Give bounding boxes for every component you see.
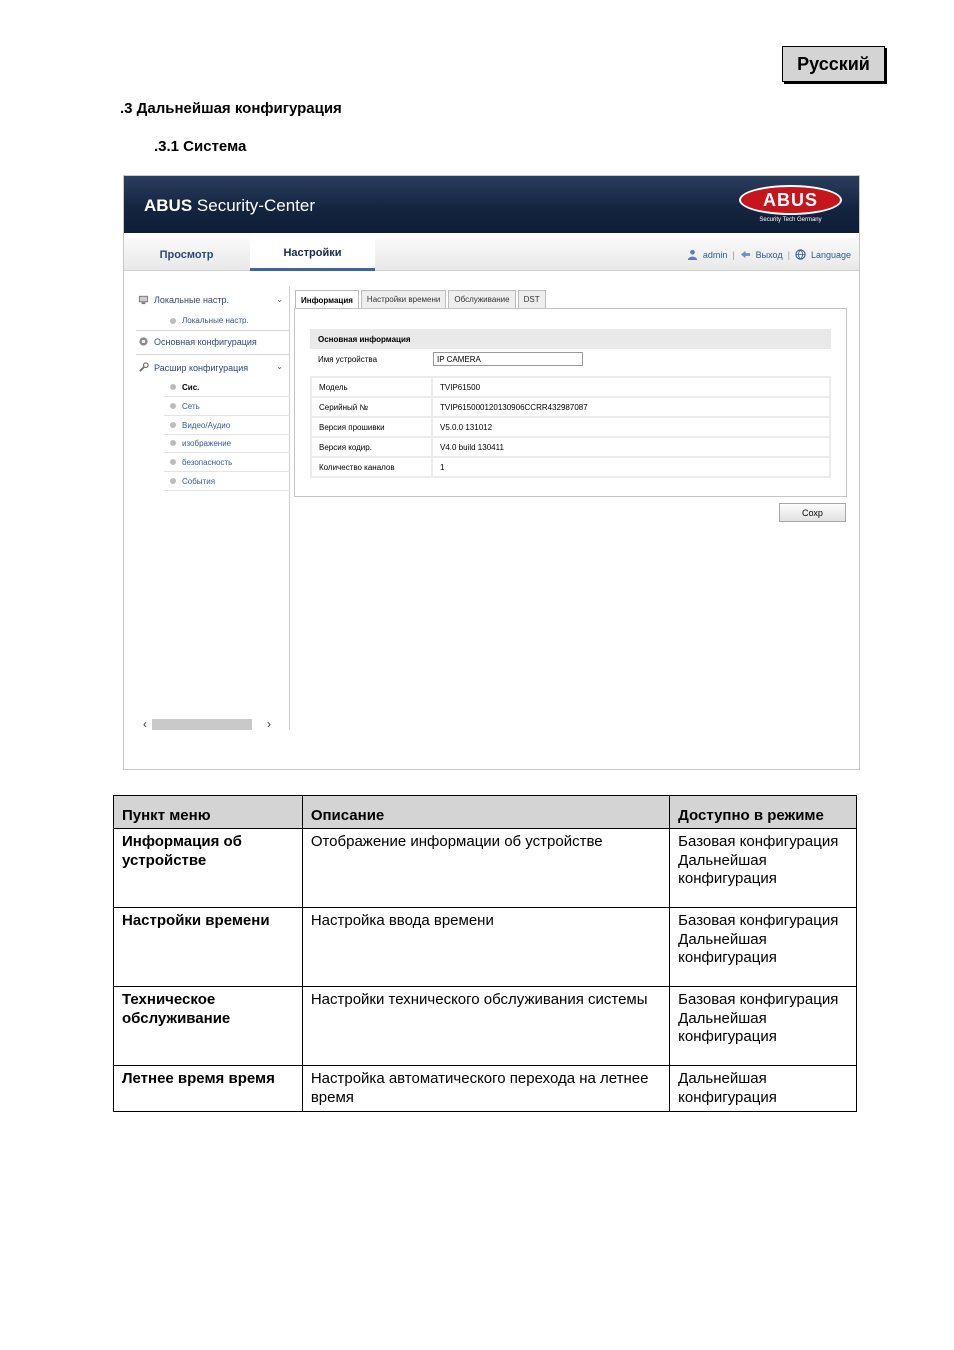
chevron-down-icon[interactable]: ⌄ — [276, 362, 283, 371]
bullet-icon — [170, 422, 176, 428]
table-header-row — [114, 796, 857, 829]
column-header: Пункт меню — [114, 796, 303, 829]
top-nav — [124, 238, 859, 271]
device-name-label: Имя устройства — [318, 355, 378, 364]
table-row — [114, 829, 857, 908]
gear-icon — [138, 336, 149, 347]
sidebar-item-image[interactable]: изображение — [164, 434, 290, 453]
scroll-thumb[interactable] — [152, 719, 252, 730]
tab-maintenance[interactable]: Обслуживание — [448, 290, 515, 308]
modes-cell: Базовая конфигурация Дальнейшая конфигурация — [670, 908, 857, 987]
app-title: ABUS Security-Center — [144, 196, 315, 215]
monitor-icon — [138, 294, 149, 305]
info-value: V5.0.0 131012 — [432, 417, 830, 437]
info-panel — [294, 308, 847, 497]
user-name[interactable]: admin — [702, 249, 728, 260]
nav-divider: | — [787, 249, 790, 260]
tab-time-settings[interactable]: Настройки времени — [361, 290, 446, 308]
bullet-icon — [170, 459, 176, 465]
menu-item-cell: Летнее время время — [114, 1066, 303, 1112]
subsection-heading: .3.1 Система — [154, 138, 247, 155]
description-cell: Настройка автоматического перехода на летнее время — [302, 1066, 669, 1112]
sidebar-group-basic[interactable]: Основная конфигурация — [138, 336, 257, 347]
description-cell: Настройки технического обслуживания системы — [302, 987, 669, 1066]
info-value: V4.0 build 130411 — [432, 437, 830, 457]
settings-sidebar — [136, 286, 290, 730]
nav-divider: | — [732, 249, 735, 260]
sidebar-group-local[interactable]: Локальные настр. — [138, 294, 229, 305]
language-badge: Русский — [782, 46, 885, 82]
tab-dst[interactable]: DST — [518, 290, 546, 308]
table-row — [114, 987, 857, 1066]
save-button[interactable]: Сохр — [779, 503, 846, 522]
info-value: 1 — [432, 457, 830, 477]
modes-cell: Базовая конфигурация Дальнейшая конфигурация — [670, 987, 857, 1066]
section-title: Основная информация — [310, 329, 831, 349]
info-label: Версия прошивки — [311, 417, 432, 437]
user-controls — [687, 249, 851, 260]
user-icon — [687, 249, 698, 260]
menu-item-cell: Информация об устройстве — [114, 829, 303, 908]
embedded-ui-screenshot — [123, 175, 860, 770]
sidebar-item-system[interactable]: Сис. — [164, 378, 290, 397]
info-label: Серийный № — [311, 397, 432, 417]
chevron-down-icon[interactable]: ⌄ — [276, 295, 283, 304]
sidebar-item-security[interactable]: безопасность — [164, 453, 290, 472]
table-row — [114, 1066, 857, 1112]
column-header: Доступно в режиме — [670, 796, 857, 829]
table-row — [311, 377, 830, 397]
table-row — [114, 908, 857, 987]
device-name-input[interactable]: IP CAMERA — [433, 352, 583, 366]
table-row — [311, 437, 830, 457]
menu-description-table — [113, 795, 857, 1112]
section-heading: .3 Дальнейшая конфигурация — [120, 100, 342, 117]
table-row — [311, 397, 830, 417]
sidebar-group-advanced[interactable]: Расшир конфигурация — [138, 362, 248, 373]
info-label: Версия кодир. — [311, 437, 432, 457]
settings-tabs — [295, 290, 548, 309]
description-cell: Отображение информации об устройстве — [302, 829, 669, 908]
logout-icon — [740, 249, 751, 260]
info-label: Модель — [311, 377, 432, 397]
description-cell: Настройка ввода времени — [302, 908, 669, 987]
table-row — [311, 457, 830, 477]
app-banner — [124, 176, 859, 233]
sidebar-item-local-settings[interactable]: Локальные настр. — [164, 311, 290, 330]
bullet-icon — [170, 318, 176, 324]
scroll-left-icon[interactable]: ‹ — [143, 717, 147, 731]
tab-settings[interactable]: Настройки — [250, 238, 375, 271]
wrench-icon — [138, 362, 149, 373]
info-label: Количество каналов — [311, 457, 432, 477]
bullet-icon — [170, 403, 176, 409]
globe-icon — [795, 249, 806, 260]
menu-item-cell: Настройки времени — [114, 908, 303, 987]
info-value: TVIP61500 — [432, 377, 830, 397]
sidebar-item-video-audio[interactable]: Видео/Аудио — [164, 416, 290, 435]
bullet-icon — [170, 478, 176, 484]
modes-cell: Базовая конфигурация Дальнейшая конфигурация — [670, 829, 857, 908]
bullet-icon — [170, 384, 176, 390]
device-info-table — [310, 376, 831, 478]
table-row — [311, 417, 830, 437]
bullet-icon — [170, 440, 176, 446]
info-value: TVIP615000120130906CCRR432987087 — [432, 397, 830, 417]
column-header: Описание — [302, 796, 669, 829]
scroll-right-icon[interactable]: › — [267, 717, 271, 731]
tab-info[interactable]: Информация — [295, 290, 359, 309]
language-link[interactable]: Language — [810, 249, 851, 260]
abus-logo: ABUS Security Tech Germany — [739, 185, 842, 228]
sidebar-item-network[interactable]: Сеть — [164, 397, 290, 416]
tab-live-view[interactable]: Просмотр — [159, 248, 214, 261]
sidebar-divider — [136, 354, 290, 355]
sidebar-scrollbar[interactable] — [138, 717, 290, 731]
logout-link[interactable]: Выход — [755, 249, 783, 260]
menu-item-cell: Техническое обслуживание — [114, 987, 303, 1066]
sidebar-divider — [136, 330, 290, 331]
modes-cell: Дальнейшая конфигурация — [670, 1066, 857, 1112]
sidebar-item-events[interactable]: События — [164, 472, 290, 491]
